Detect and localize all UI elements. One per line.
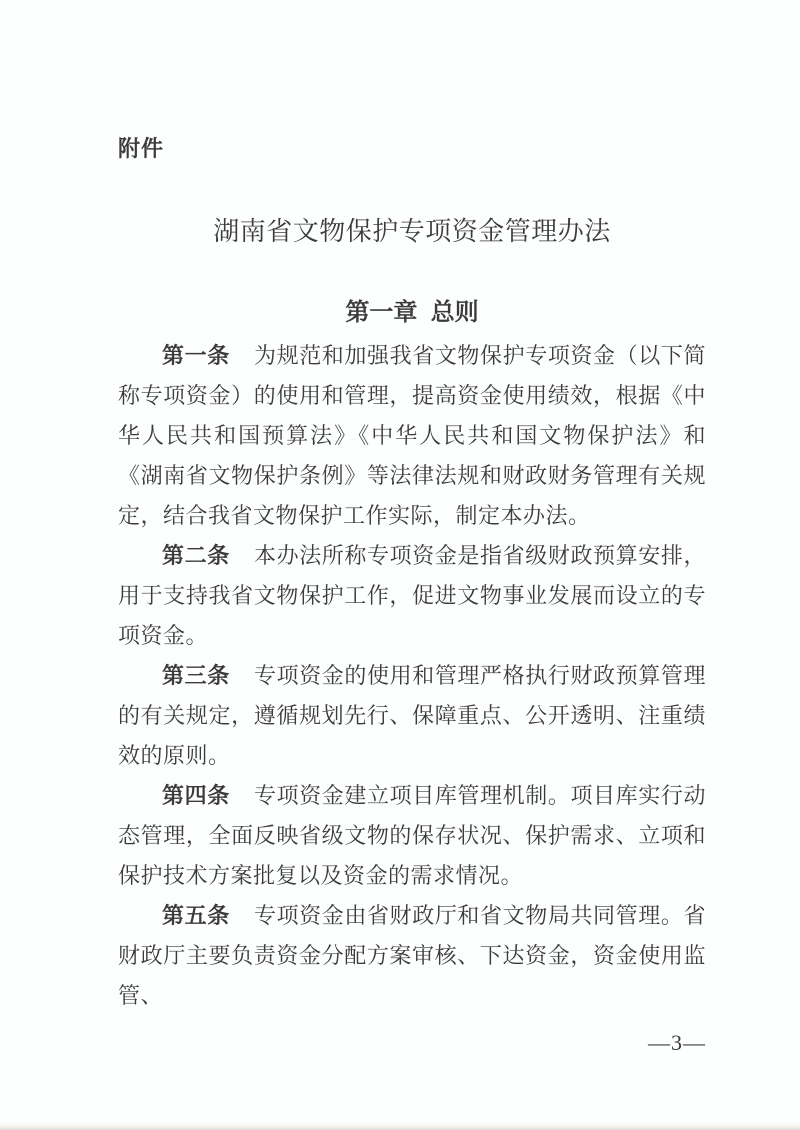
attachment-label: 附件 <box>118 136 165 161</box>
chapter-heading <box>118 298 706 328</box>
article-4 <box>118 776 706 896</box>
chapter-title: 总则 <box>430 299 479 326</box>
document-title: 湖南省文物保护专项资金管理办法 <box>213 217 611 246</box>
article-3-text: 专项资金的使用和管理严格执行财政预算管理的有关规定，遵循规划先行、保障重点、公开透明、注重绩效的原则。 <box>118 663 706 768</box>
article-3-label: 第三条 <box>162 663 230 688</box>
document-body <box>118 336 706 1016</box>
article-3 <box>118 656 706 776</box>
article-1-label: 第一条 <box>162 343 230 368</box>
article-2 <box>118 536 706 656</box>
page-number: —3— <box>648 1030 706 1055</box>
article-1 <box>118 336 706 536</box>
article-1-text: 为规范和加强我省文物保护专项资金（以下简称专项资金）的使用和管理，提高资金使用绩效，根据《中华人民共和国预算法》《中华人民共和国文物保护法》和《湖南省文物保护条例》等法律法规和财政财务管理有关规定，结合我省文物保护工作实际，制定本办法。 <box>118 343 706 528</box>
article-2-text: 本办法所称专项资金是指省级财政预算安排，用于支持我省文物保护工作，促进文物事业发展而设立的专项资金。 <box>118 543 706 648</box>
article-5-text: 专项资金由省财政厅和省文物局共同管理。省财政厅主要负责资金分配方案审核、下达资金，资金使用监管、 <box>118 903 706 1008</box>
article-5 <box>118 896 706 1016</box>
chapter-number: 第一章 <box>345 299 418 326</box>
scan-edge-shadow <box>0 1122 800 1130</box>
article-5-label: 第五条 <box>162 903 230 928</box>
article-4-text: 专项资金建立项目库管理机制。项目库实行动态管理，全面反映省级文物的保存状况、保护需求、立项和保护技术方案批复以及资金的需求情况。 <box>118 783 706 888</box>
article-4-label: 第四条 <box>162 783 230 808</box>
article-2-label: 第二条 <box>162 543 230 568</box>
